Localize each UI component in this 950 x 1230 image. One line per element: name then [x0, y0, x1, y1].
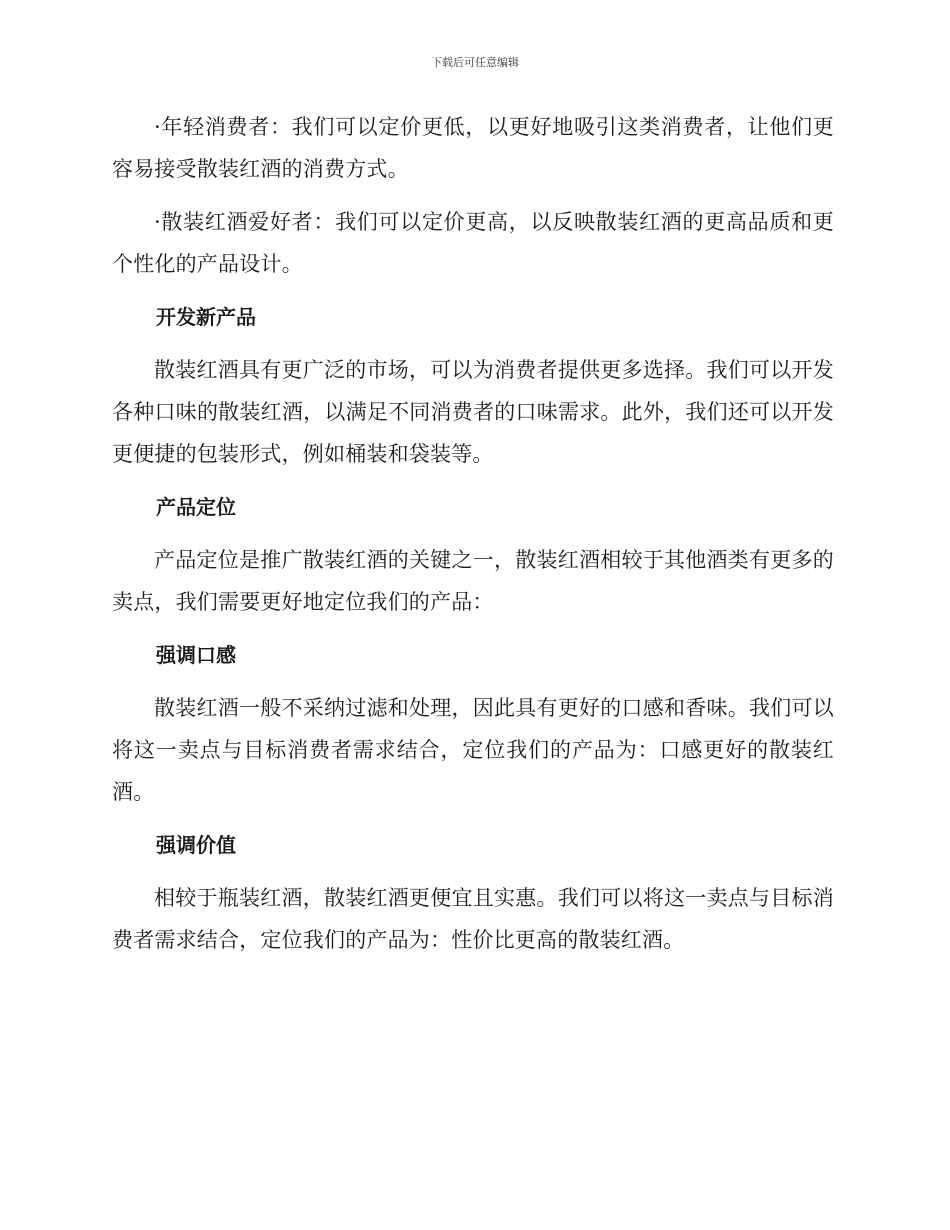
- paragraph-value: 相较于瓶装红酒，散装红酒更便宜且实惠。我们可以将这一卖点与目标消费者需求结合，定位我们的产品为：性价比更高的散装红酒。: [112, 886, 834, 952]
- bullet-paragraph-enthusiasts: ·散装红酒爱好者：我们可以定价更高，以反映散装红酒的更高品质和更个性化的产品设计。: [112, 210, 834, 276]
- bullet-paragraph-young-consumers: ·年轻消费者：我们可以定价更低，以更好地吸引这类消费者，让他们更容易接受散装红酒的消费方式。: [112, 115, 834, 181]
- document-body: [112, 106, 834, 972]
- paragraph-new-products: 散装红酒具有更广泛的市场，可以为消费者提供更多选择。我们可以开发各种口味的散装红酒，以满足不同消费者的口味需求。此外，我们还可以开发更便捷的包装形式，例如桶装和袋装等。: [112, 358, 834, 466]
- heading-positioning: 产品定位: [156, 495, 236, 519]
- paragraph-taste: 散装红酒一般不采纳过滤和处理，因此具有更好的口感和香味。我们可以将这一卖点与目标消费者需求结合，定位我们的产品为：口感更好的散装红酒。: [112, 696, 834, 804]
- heading-new-products: 开发新产品: [156, 305, 256, 329]
- paragraph-positioning: 产品定位是推广散装红酒的关键之一，散装红酒相较于其他酒类有更多的卖点，我们需要更好地定位我们的产品：: [112, 548, 834, 614]
- heading-taste: 强调口感: [156, 643, 236, 667]
- heading-value: 强调价值: [156, 833, 236, 857]
- page-header: 下载后可任意编辑: [431, 56, 519, 69]
